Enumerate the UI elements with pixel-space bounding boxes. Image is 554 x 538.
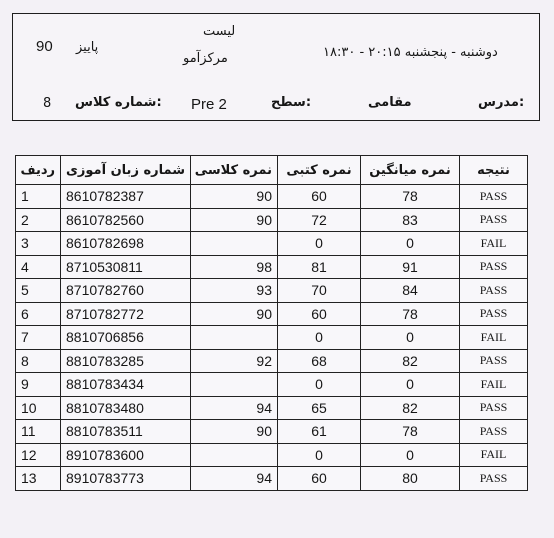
cell-student-id: 8710782760 — [61, 279, 191, 303]
center-label: مرکزآمو — [183, 51, 228, 66]
cell-row-number: 7 — [16, 326, 61, 350]
list-label: لیست — [203, 24, 236, 39]
schedule-text: دوشنبه - پنجشنبه ۲۰:۱۵ - ۱۸:۳۰ — [323, 45, 498, 60]
table-row — [16, 373, 528, 397]
cell-result: FAIL — [460, 232, 528, 256]
cell-result: PASS — [460, 208, 528, 232]
cell-result: PASS — [460, 349, 528, 373]
cell-result: PASS — [460, 420, 528, 444]
table-row — [16, 349, 528, 373]
table-row — [16, 420, 528, 444]
cell-row-number: 4 — [16, 255, 61, 279]
cell-written-score: 65 — [278, 396, 361, 420]
status-value: مقامی — [368, 95, 412, 110]
class-number-label: شماره کلاس: — [75, 95, 162, 110]
cell-row-number: 8 — [16, 349, 61, 373]
cell-student-id: 8810783285 — [61, 349, 191, 373]
cell-average-score: 78 — [361, 302, 460, 326]
col-header-average: نمره میانگین — [361, 156, 460, 185]
col-header-student-id: شماره زبان آموزی — [61, 156, 191, 185]
cell-student-id: 8810783480 — [61, 396, 191, 420]
cell-written-score: 0 — [278, 443, 361, 467]
cell-average-score: 82 — [361, 396, 460, 420]
cell-result: PASS — [460, 255, 528, 279]
cell-class-score — [191, 443, 278, 467]
cell-row-number: 1 — [16, 185, 61, 209]
class-info-header — [12, 13, 540, 121]
cell-written-score: 68 — [278, 349, 361, 373]
table-row — [16, 208, 528, 232]
cell-result: PASS — [460, 185, 528, 209]
cell-class-score: 94 — [191, 467, 278, 491]
table-header-row — [16, 156, 528, 185]
cell-class-score: 90 — [191, 185, 278, 209]
cell-class-score — [191, 373, 278, 397]
cell-class-score: 90 — [191, 302, 278, 326]
cell-average-score: 0 — [361, 443, 460, 467]
cell-result: PASS — [460, 467, 528, 491]
table-row — [16, 326, 528, 350]
level-label: سطح: — [271, 95, 312, 110]
student-count: 90 — [36, 38, 53, 55]
cell-written-score: 81 — [278, 255, 361, 279]
cell-class-score: 90 — [191, 420, 278, 444]
cell-row-number: 6 — [16, 302, 61, 326]
cell-average-score: 83 — [361, 208, 460, 232]
cell-student-id: 8810783434 — [61, 373, 191, 397]
table-row — [16, 302, 528, 326]
cell-written-score: 61 — [278, 420, 361, 444]
cell-student-id: 8710530811 — [61, 255, 191, 279]
cell-student-id: 8910783600 — [61, 443, 191, 467]
season-label: پاییز — [76, 40, 99, 55]
table-row — [16, 185, 528, 209]
cell-class-score: 94 — [191, 396, 278, 420]
cell-average-score: 0 — [361, 232, 460, 256]
cell-class-score — [191, 232, 278, 256]
cell-written-score: 60 — [278, 467, 361, 491]
table-row — [16, 396, 528, 420]
table-row — [16, 443, 528, 467]
cell-class-score — [191, 326, 278, 350]
cell-student-id: 8910783773 — [61, 467, 191, 491]
cell-class-score: 98 — [191, 255, 278, 279]
table-row — [16, 467, 528, 491]
col-header-written: نمره کتبی — [278, 156, 361, 185]
table-row — [16, 255, 528, 279]
cell-class-score: 93 — [191, 279, 278, 303]
cell-student-id: 8810706856 — [61, 326, 191, 350]
grades-table — [15, 155, 528, 491]
cell-row-number: 2 — [16, 208, 61, 232]
cell-written-score: 0 — [278, 326, 361, 350]
cell-written-score: 72 — [278, 208, 361, 232]
cell-row-number: 10 — [16, 396, 61, 420]
cell-student-id: 8610782560 — [61, 208, 191, 232]
cell-average-score: 84 — [361, 279, 460, 303]
level-value: Pre 2 — [191, 96, 227, 113]
col-header-result: نتیجه — [460, 156, 528, 185]
teacher-label: مدرس: — [478, 95, 525, 110]
table-row — [16, 232, 528, 256]
table-row — [16, 279, 528, 303]
col-header-class-score: نمره کلاسی — [191, 156, 278, 185]
class-number-value: 8 — [43, 96, 52, 111]
cell-written-score: 60 — [278, 185, 361, 209]
cell-row-number: 3 — [16, 232, 61, 256]
cell-average-score: 78 — [361, 185, 460, 209]
cell-row-number: 11 — [16, 420, 61, 444]
cell-average-score: 0 — [361, 373, 460, 397]
cell-student-id: 8710782772 — [61, 302, 191, 326]
cell-average-score: 91 — [361, 255, 460, 279]
cell-average-score: 0 — [361, 326, 460, 350]
cell-result: FAIL — [460, 326, 528, 350]
cell-written-score: 0 — [278, 373, 361, 397]
cell-class-score: 92 — [191, 349, 278, 373]
cell-row-number: 12 — [16, 443, 61, 467]
cell-row-number: 9 — [16, 373, 61, 397]
col-header-row: ردیف — [16, 156, 61, 185]
cell-class-score: 90 — [191, 208, 278, 232]
cell-written-score: 60 — [278, 302, 361, 326]
cell-average-score: 78 — [361, 420, 460, 444]
cell-result: PASS — [460, 302, 528, 326]
cell-written-score: 70 — [278, 279, 361, 303]
cell-result: PASS — [460, 279, 528, 303]
cell-result: FAIL — [460, 373, 528, 397]
cell-student-id: 8810783511 — [61, 420, 191, 444]
cell-result: PASS — [460, 396, 528, 420]
cell-result: FAIL — [460, 443, 528, 467]
cell-row-number: 13 — [16, 467, 61, 491]
cell-written-score: 0 — [278, 232, 361, 256]
cell-average-score: 82 — [361, 349, 460, 373]
cell-row-number: 5 — [16, 279, 61, 303]
cell-student-id: 8610782387 — [61, 185, 191, 209]
cell-average-score: 80 — [361, 467, 460, 491]
cell-student-id: 8610782698 — [61, 232, 191, 256]
